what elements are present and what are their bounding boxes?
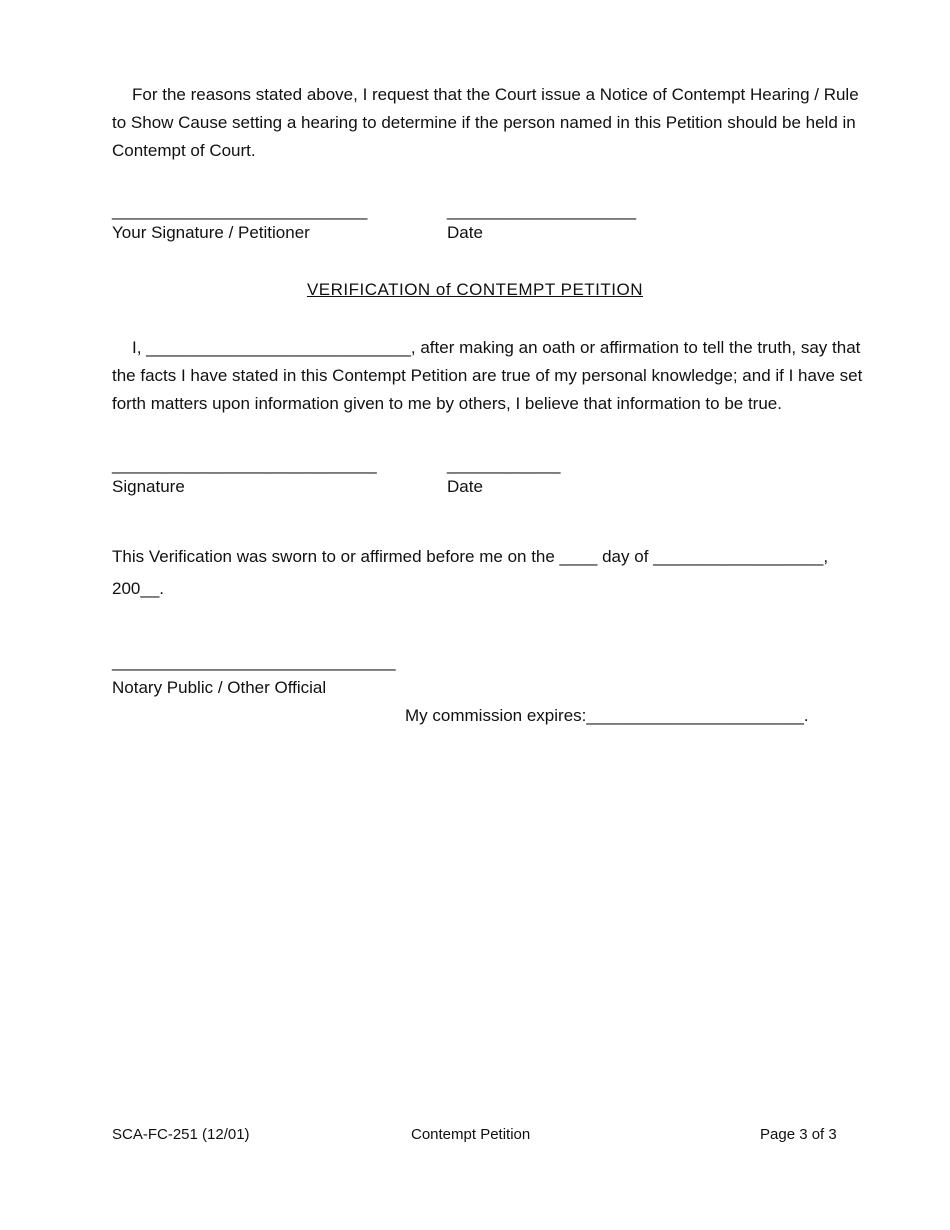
request-text: For the reasons stated above, I request that the Court issue a Notice of Contempt Hearing / Rule to Show Cause setting a hearing to determine if the person named in this Petition should be held in Contempt of Court. [112,85,859,160]
notary-label: Notary Public / Other Official [112,678,327,697]
verification-text: I, ____________________________, after making an oath or affirmation to tell the truth, say that the facts I have stated in this Contempt Petition are true of my personal knowledge; and if I have set forth matters upon information given to me by others, I believe that information to be true. [112,338,863,413]
verification-paragraph [112,334,882,418]
verifier-date-line: ____________ [447,455,561,474]
sworn-year: 200__. [112,579,164,598]
sworn-statement: This Verification was sworn to or affirmed before me on the ____ day of __________________, [112,547,829,566]
footer-doc-title: Contempt Petition [411,1126,531,1143]
verifier-date-label: Date [447,477,483,496]
petitioner-date-line: ____________________ [447,201,637,220]
request-paragraph [112,81,872,165]
footer-form-id: SCA-FC-251 (12/01) [112,1126,250,1143]
verifier-signature-label: Signature [112,477,185,496]
notary-signature-line: ______________________________ [112,652,396,671]
verifier-signature-line: ____________________________ [112,455,377,474]
footer-page-number: Page 3 of 3 [760,1126,837,1143]
petitioner-date-label: Date [447,223,483,242]
verification-title: VERIFICATION of CONTEMPT PETITION [306,280,644,299]
commission-expires: My commission expires:_______________________. [405,706,809,725]
petitioner-signature-label: Your Signature / Petitioner [112,223,310,242]
petitioner-signature-line: ___________________________ [112,201,368,220]
